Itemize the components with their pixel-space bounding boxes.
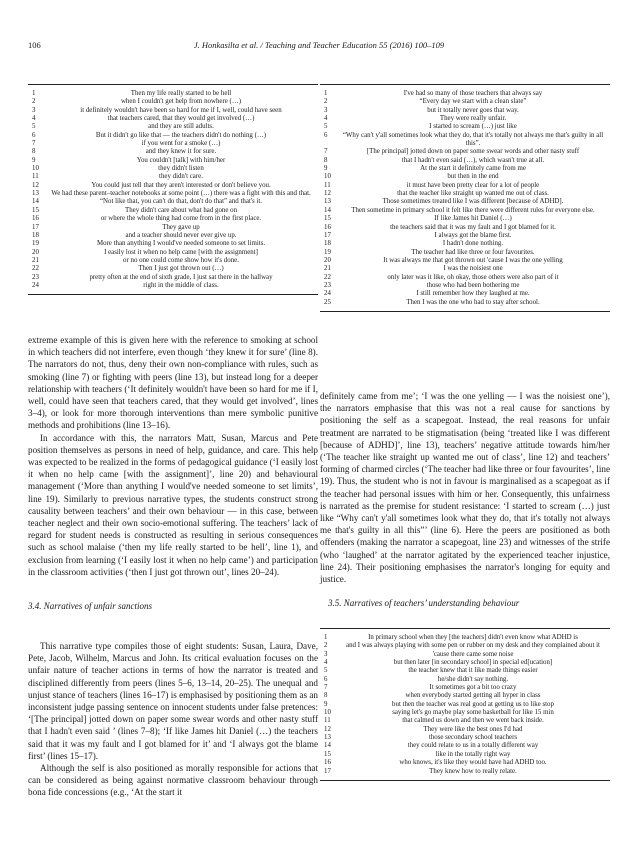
line-text: that calmed us down and then we went back inside. (402, 717, 544, 725)
line-number: 20 (324, 256, 331, 264)
line-text: those secondary school teachers (428, 734, 518, 742)
line-text: they didn't care. (159, 173, 203, 181)
transcript-line (320, 182, 610, 190)
line-text: those who had been bothering me (426, 281, 520, 289)
line-number: 2 (324, 98, 328, 106)
transcript-line (320, 240, 610, 248)
line-number: 12 (32, 181, 39, 189)
line-number: 9 (324, 165, 328, 173)
line-number: 22 (32, 265, 39, 273)
line-number: 12 (324, 190, 331, 198)
line-number: 5 (324, 667, 328, 675)
transcript-line (320, 123, 610, 131)
paragraph: Although the self is also positioned as morally responsible for actions that can be considered as being against normative classroom behaviour through bona fide concessions (e.g., ‘At the start it (28, 763, 318, 798)
line-text: I've had so many of those teachers that always say (403, 90, 543, 97)
transcript-line (28, 198, 318, 206)
line-number: 6 (32, 131, 36, 139)
transcript-line (320, 249, 610, 257)
line-number: 18 (324, 240, 331, 248)
transcript-line (320, 232, 610, 240)
transcript-line (320, 224, 610, 232)
line-number: 8 (324, 692, 328, 700)
line-number: 3 (324, 106, 328, 114)
transcript-line (320, 651, 610, 659)
line-text: and I was always playing with some pen or rubber on my desk and they complained about it (346, 642, 600, 650)
line-text: and they knew it for sure. (145, 148, 217, 156)
line-number: 16 (324, 759, 331, 767)
transcript-line (320, 701, 610, 709)
transcript-line (28, 265, 318, 273)
running-header (28, 40, 610, 54)
line-text: It sometimes got a bit too crazy (429, 684, 517, 692)
transcript-line (28, 274, 318, 282)
line-number: 4 (324, 659, 328, 667)
transcript-line (28, 132, 318, 140)
line-number: 6 (324, 131, 328, 139)
line-number: 9 (324, 700, 328, 708)
transcript-line (28, 182, 318, 190)
line-number: 14 (324, 206, 331, 214)
transcript-line (28, 249, 318, 257)
table-a-container (28, 84, 318, 295)
line-number: 24 (324, 290, 331, 298)
line-text: “Every day we start with a clean slate” (419, 98, 527, 106)
transcript-line (28, 224, 318, 232)
line-text: like in the totally right way (435, 750, 511, 758)
line-text: Then sometime in primary school it felt like there were different rules for everyone else. (351, 206, 595, 214)
line-number: 24 (32, 281, 39, 289)
line-text: when everybody started getting all hyper in class (405, 692, 541, 700)
transcript-line (320, 676, 610, 684)
line-number: 13 (324, 198, 331, 206)
line-number: 8 (32, 148, 36, 156)
journal-citation: J. Honkasilta et al. / Teaching and Teacher Education 55 (2016) 100–109 (193, 40, 445, 50)
transcript-line (320, 98, 610, 106)
transcript-line (320, 115, 610, 123)
line-text: 'cause there came some noise (432, 650, 514, 658)
transcript-line (28, 190, 318, 198)
transcript-line (320, 299, 610, 312)
line-text: They were like the best ones I'd had (423, 725, 523, 733)
transcript-line (320, 717, 610, 725)
line-number: 19 (32, 240, 39, 248)
transcript-line (28, 282, 318, 295)
table-c-container (320, 628, 610, 781)
line-text: saying let's go maybe play some basketball for like 15 min (392, 709, 554, 717)
line-number: 12 (324, 725, 331, 733)
line-number: 9 (32, 156, 36, 164)
line-text: that the teacher like straight up wanted me out of class. (397, 190, 549, 198)
transcript-line (320, 282, 610, 290)
transcript-line (28, 240, 318, 248)
left-column-text-top (28, 334, 318, 578)
transcript-table-a (28, 84, 318, 295)
line-text: [The principal] jotted down on paper some swear words and other nasty stuff (366, 148, 580, 156)
transcript-line (28, 215, 318, 223)
line-text: but then the teacher was real good at getting us to like stop (392, 700, 554, 708)
line-number: 5 (32, 123, 36, 131)
line-number: 7 (324, 148, 328, 156)
paragraph: definitely came from me’; ‘I was the one yelling — I was the noisiest one’), the narrators emphasise that this was not a real cause for sanctions by positioning the self as a scapegoat. Instead, the real reasons for unfair treatment are narrated to be stigmatisation (being ‘treated like I was different [because of ADHD]’, line 13), teachers’ negative attitude towards him/her (‘The teacher like straight up wanted me out of class’, line 12) and teachers’ forming of charmed circles (‘The teacher had like three or four favourites’, line 19). Thus, the student who is not in favour is marginalised as a scapegoat as if the teacher had personal issues with him or her. Consequently, this unfairness is narrated as the premise for student resistance: ‘I started to scream (…) just like “Why can't y'all sometimes look what they do, that it's totally not always me that's guilty in all this”’ (line 6). Here the peers are positioned as both offenders (making the narrator a scapegoat, line 23) and witnesses of the strife (who ‘laughed’ at the narrator agitated by the experienced teacher injustice, line 24). Their positioning emphasises the narrator's longing for equity and justice. (320, 391, 610, 585)
paragraph: extreme example of this is given here with the reference to smoking at school in which teachers did not interfere, even though ‘they knew it for sure’ (line 8). The narrators do not, thus, deny their own non-compliance with rules, such as smoking (line 7) or fighting with peers (line 13), but instead long for a deeper relationship with teachers (‘It definitely wouldn't have been so hard for me if I, well, could have seen that teachers cared, that they would get involved’, lines 3–4), or look for more thorough interventions than mere symbolic punitive methods and prohibitions (line 13–16). (28, 335, 318, 431)
line-text: if you went for a smoke (…) (141, 140, 221, 148)
line-number: 6 (324, 675, 328, 683)
line-number: 19 (324, 248, 331, 256)
line-text: You could just tell that they aren't interested or don't believe you. (91, 181, 271, 189)
table-b-container (320, 84, 610, 312)
line-number: 3 (32, 106, 36, 114)
transcript-line (28, 165, 318, 173)
transcript-table-c (320, 628, 610, 781)
line-text: the teachers said that it was my fault and I got blamed for it. (390, 223, 556, 231)
line-text: The teacher had like three or four favourites. (411, 248, 535, 256)
line-number: 11 (32, 173, 39, 181)
line-text: In primary school when they [the teachers] didn't even know what ADHD is (368, 634, 578, 641)
transcript-line (320, 274, 610, 282)
transcript-line (28, 157, 318, 165)
transcript-line (28, 173, 318, 181)
line-text: they could relate to us in a totally different way (407, 742, 539, 750)
line-number: 5 (324, 123, 328, 131)
transcript-line (320, 642, 610, 650)
line-text: right in the middle of class. (143, 281, 219, 289)
line-number: 25 (324, 298, 331, 306)
section-heading-3-4: 3.4. Narratives of unfair sanctions (28, 601, 153, 611)
transcript-line (320, 148, 610, 156)
transcript-line (28, 123, 318, 131)
transcript-line (320, 659, 610, 667)
paragraph: In accordance with this, the narrators Matt, Susan, Marcus and Pete position themselves as persons in need of help, guidance, and care. This help was expected to be realized in the forms of pedagogical guidance (‘I easily lost it when no help came [with the assignment]’, line 20) and behavioural management (‘More than anything I would've needed someone to set limits’, line 19). Similarly to previous narrative types, the students construct strong causality between teachers’ and their own behaviour — in this case, between teacher neglect and their own socio-emotional suffering. The teachers’ lack of regard for student needs is constructed as resulting in serious consequences such as school malaise (‘then my life really started to be hell’, line 1), and exclusion from learning (‘I easily lost it when no help came’) and participation in the classroom activities (‘then I just got thrown out’, lines 20–24). (28, 432, 318, 577)
transcript-line (320, 692, 610, 700)
line-number: 15 (32, 206, 39, 214)
line-number: 1 (324, 634, 328, 641)
transcript-line (320, 85, 610, 99)
line-number: 11 (324, 717, 331, 725)
line-text: that I hadn't even said (…), which wasn't true at all. (401, 156, 545, 164)
line-text: only later was it like, oh okay, those others were also part of it (387, 273, 559, 281)
page-number: 106 (28, 40, 41, 50)
line-number: 14 (32, 198, 39, 206)
transcript-line (320, 165, 610, 173)
transcript-line (320, 173, 610, 181)
line-number: 17 (324, 767, 331, 775)
line-text: At the start it definitely came from me (420, 165, 526, 173)
line-number: 23 (324, 281, 331, 289)
line-text: You couldn't [talk] with him/her (136, 156, 226, 164)
line-number: 7 (324, 684, 328, 692)
line-text: it must have been pretty clear for a lot of people (406, 181, 540, 189)
line-number: 3 (324, 650, 328, 658)
transcript-line (320, 734, 610, 742)
transcript-line (28, 107, 318, 115)
line-number: 14 (324, 742, 331, 750)
transcript-line (320, 709, 610, 717)
line-number: 2 (32, 98, 36, 106)
line-number: 2 (324, 642, 328, 650)
line-number: 7 (32, 140, 36, 148)
line-number: 4 (32, 115, 36, 123)
line-number: 21 (324, 265, 331, 273)
line-number: 17 (32, 223, 39, 231)
line-text: Then I was the one who had to stay after school. (406, 298, 540, 306)
line-text: but then later [in secondary school] in special ed[ucation] (393, 659, 553, 667)
line-number: 4 (324, 115, 328, 123)
line-text: but it totally never goes that way. (427, 106, 519, 114)
line-number: 16 (324, 223, 331, 231)
transcript-line (28, 232, 318, 240)
transcript-line (320, 132, 610, 149)
line-number: 13 (32, 190, 39, 198)
transcript-line (28, 148, 318, 156)
transcript-line (320, 215, 610, 223)
line-text: But it didn't go like that — the teachers didn't do nothing (…) (95, 131, 267, 139)
line-number: 15 (324, 750, 331, 758)
line-text: They knew how to really relate. (429, 767, 517, 775)
line-number: 16 (32, 215, 39, 223)
line-number: 10 (324, 173, 331, 181)
line-text: and a teacher should never ever give up. (125, 231, 237, 239)
line-number: 21 (32, 256, 39, 264)
transcript-line (320, 198, 610, 206)
line-number: 13 (324, 734, 331, 742)
line-number: 10 (32, 165, 39, 173)
transcript-line (320, 107, 610, 115)
section-heading-3-5: 3.5. Narratives of teachers’ understanding behaviour (328, 598, 520, 608)
line-text: who knows, it's like they would have had ADHD too. (399, 759, 547, 767)
line-text: I was the noisiest one (443, 265, 503, 273)
transcript-line (28, 115, 318, 123)
transcript-line (28, 257, 318, 265)
line-text: I easily lost it when no help came [with the assignment] (104, 248, 258, 256)
line-text: I still remember how they laughed at me. (416, 290, 530, 298)
line-text: We had these parent–teacher notebooks at some point (…) there was a fight with this and that. (51, 190, 311, 198)
line-text: They didn't care about what had gone on (124, 206, 238, 214)
line-text: he/she didn't say nothing. (437, 675, 509, 683)
left-column-text-bottom (28, 640, 318, 799)
line-text: More than anything I would've needed someone to set limits. (96, 240, 266, 248)
transcript-line (320, 751, 610, 759)
line-text: that teachers cared, that they would get involved (…) (107, 115, 255, 123)
line-text: or no one could come show how it's done. (123, 256, 239, 264)
line-number: 17 (324, 231, 331, 239)
transcript-line (320, 726, 610, 734)
transcript-line (28, 98, 318, 106)
line-text: I hadn't done nothing. (442, 240, 504, 248)
line-text: they didn't listen (158, 165, 204, 173)
line-text: the teacher knew that it like made things easier (408, 667, 538, 675)
transcript-line (320, 684, 610, 692)
transcript-line (320, 207, 610, 215)
line-text: They gave up (162, 223, 200, 231)
transcript-line (28, 85, 318, 99)
line-text: It was always me that got thrown out 'cause I was the one yelling (383, 256, 563, 264)
line-text: and they are still adults. (148, 123, 214, 131)
transcript-line (320, 768, 610, 781)
line-number: 1 (324, 90, 328, 97)
transcript-line (320, 190, 610, 198)
line-text: I started to scream (…) just like (429, 123, 517, 131)
line-number: 23 (32, 273, 39, 281)
transcript-line (320, 157, 610, 165)
line-text: If like James hit Daniel (…) (434, 215, 512, 223)
line-text: Those sometimes treated like I was different [because of ADHD]. (382, 198, 564, 206)
paragraph: This narrative type compiles those of eight students: Susan, Laura, Dave, Pete, Jacob, Wilhelm, Marcus and John. Its critical evaluation focuses on the unfair nature of teacher actions in terms of how the narrator is treated and disciplined differently from peers (lines 5–6, 13–14, 20–25). The unequal and unjust stance of teachers (lines 16–17) is emphasised by positioning them as an inconsistent judge passing sentence on innocent students under false pretences: ‘[The principal] jotted down on paper some swear words and other nasty stuff that I hadn't even said ’ (lines 7–8); ‘If like James hit Daniel (…) the teachers said that it was my fault and I got blamed for it’ and ‘I always got the blame first’ (lines 15–17). (28, 641, 318, 761)
transcript-line (320, 629, 610, 643)
line-text: but then in the end (447, 173, 499, 181)
line-number: 15 (324, 215, 331, 223)
line-number: 20 (32, 248, 39, 256)
line-number: 1 (32, 90, 36, 97)
transcript-line (320, 290, 610, 298)
line-text: “Not like that, you can't do that, don't do that” and that's it. (100, 198, 262, 206)
line-text: Then I just got thrown out (…) (138, 265, 224, 273)
line-number: 18 (32, 231, 39, 239)
line-text: pretty often at the end of sixth grade, I just sat there in the hallway (89, 273, 273, 281)
line-number: 8 (324, 156, 328, 164)
line-text: I always got the blame first. (434, 231, 512, 239)
line-number: 10 (324, 709, 331, 717)
transcript-line (28, 140, 318, 148)
transcript-line (320, 742, 610, 750)
line-text: “Why can't y'all sometimes look what they do, that it's totally not always me that's guilty in all this”. (342, 131, 604, 148)
line-text: it definitely wouldn't have been so hard for me if I, well, could have seen (80, 106, 282, 114)
line-number: 11 (324, 181, 331, 189)
transcript-line (28, 207, 318, 215)
line-number: 22 (324, 273, 331, 281)
line-text: or where the whole thing had come from in the first place. (100, 215, 262, 223)
transcript-table-b (320, 84, 610, 312)
right-column-text (320, 390, 610, 585)
line-text: They were really unfair. (439, 115, 507, 123)
transcript-line (320, 667, 610, 675)
transcript-line (320, 257, 610, 265)
line-text: when I couldn't get help from nowhere (…) (120, 98, 242, 106)
transcript-line (320, 759, 610, 767)
line-text: Then my life really started to be hell (130, 90, 232, 97)
transcript-line (320, 265, 610, 273)
